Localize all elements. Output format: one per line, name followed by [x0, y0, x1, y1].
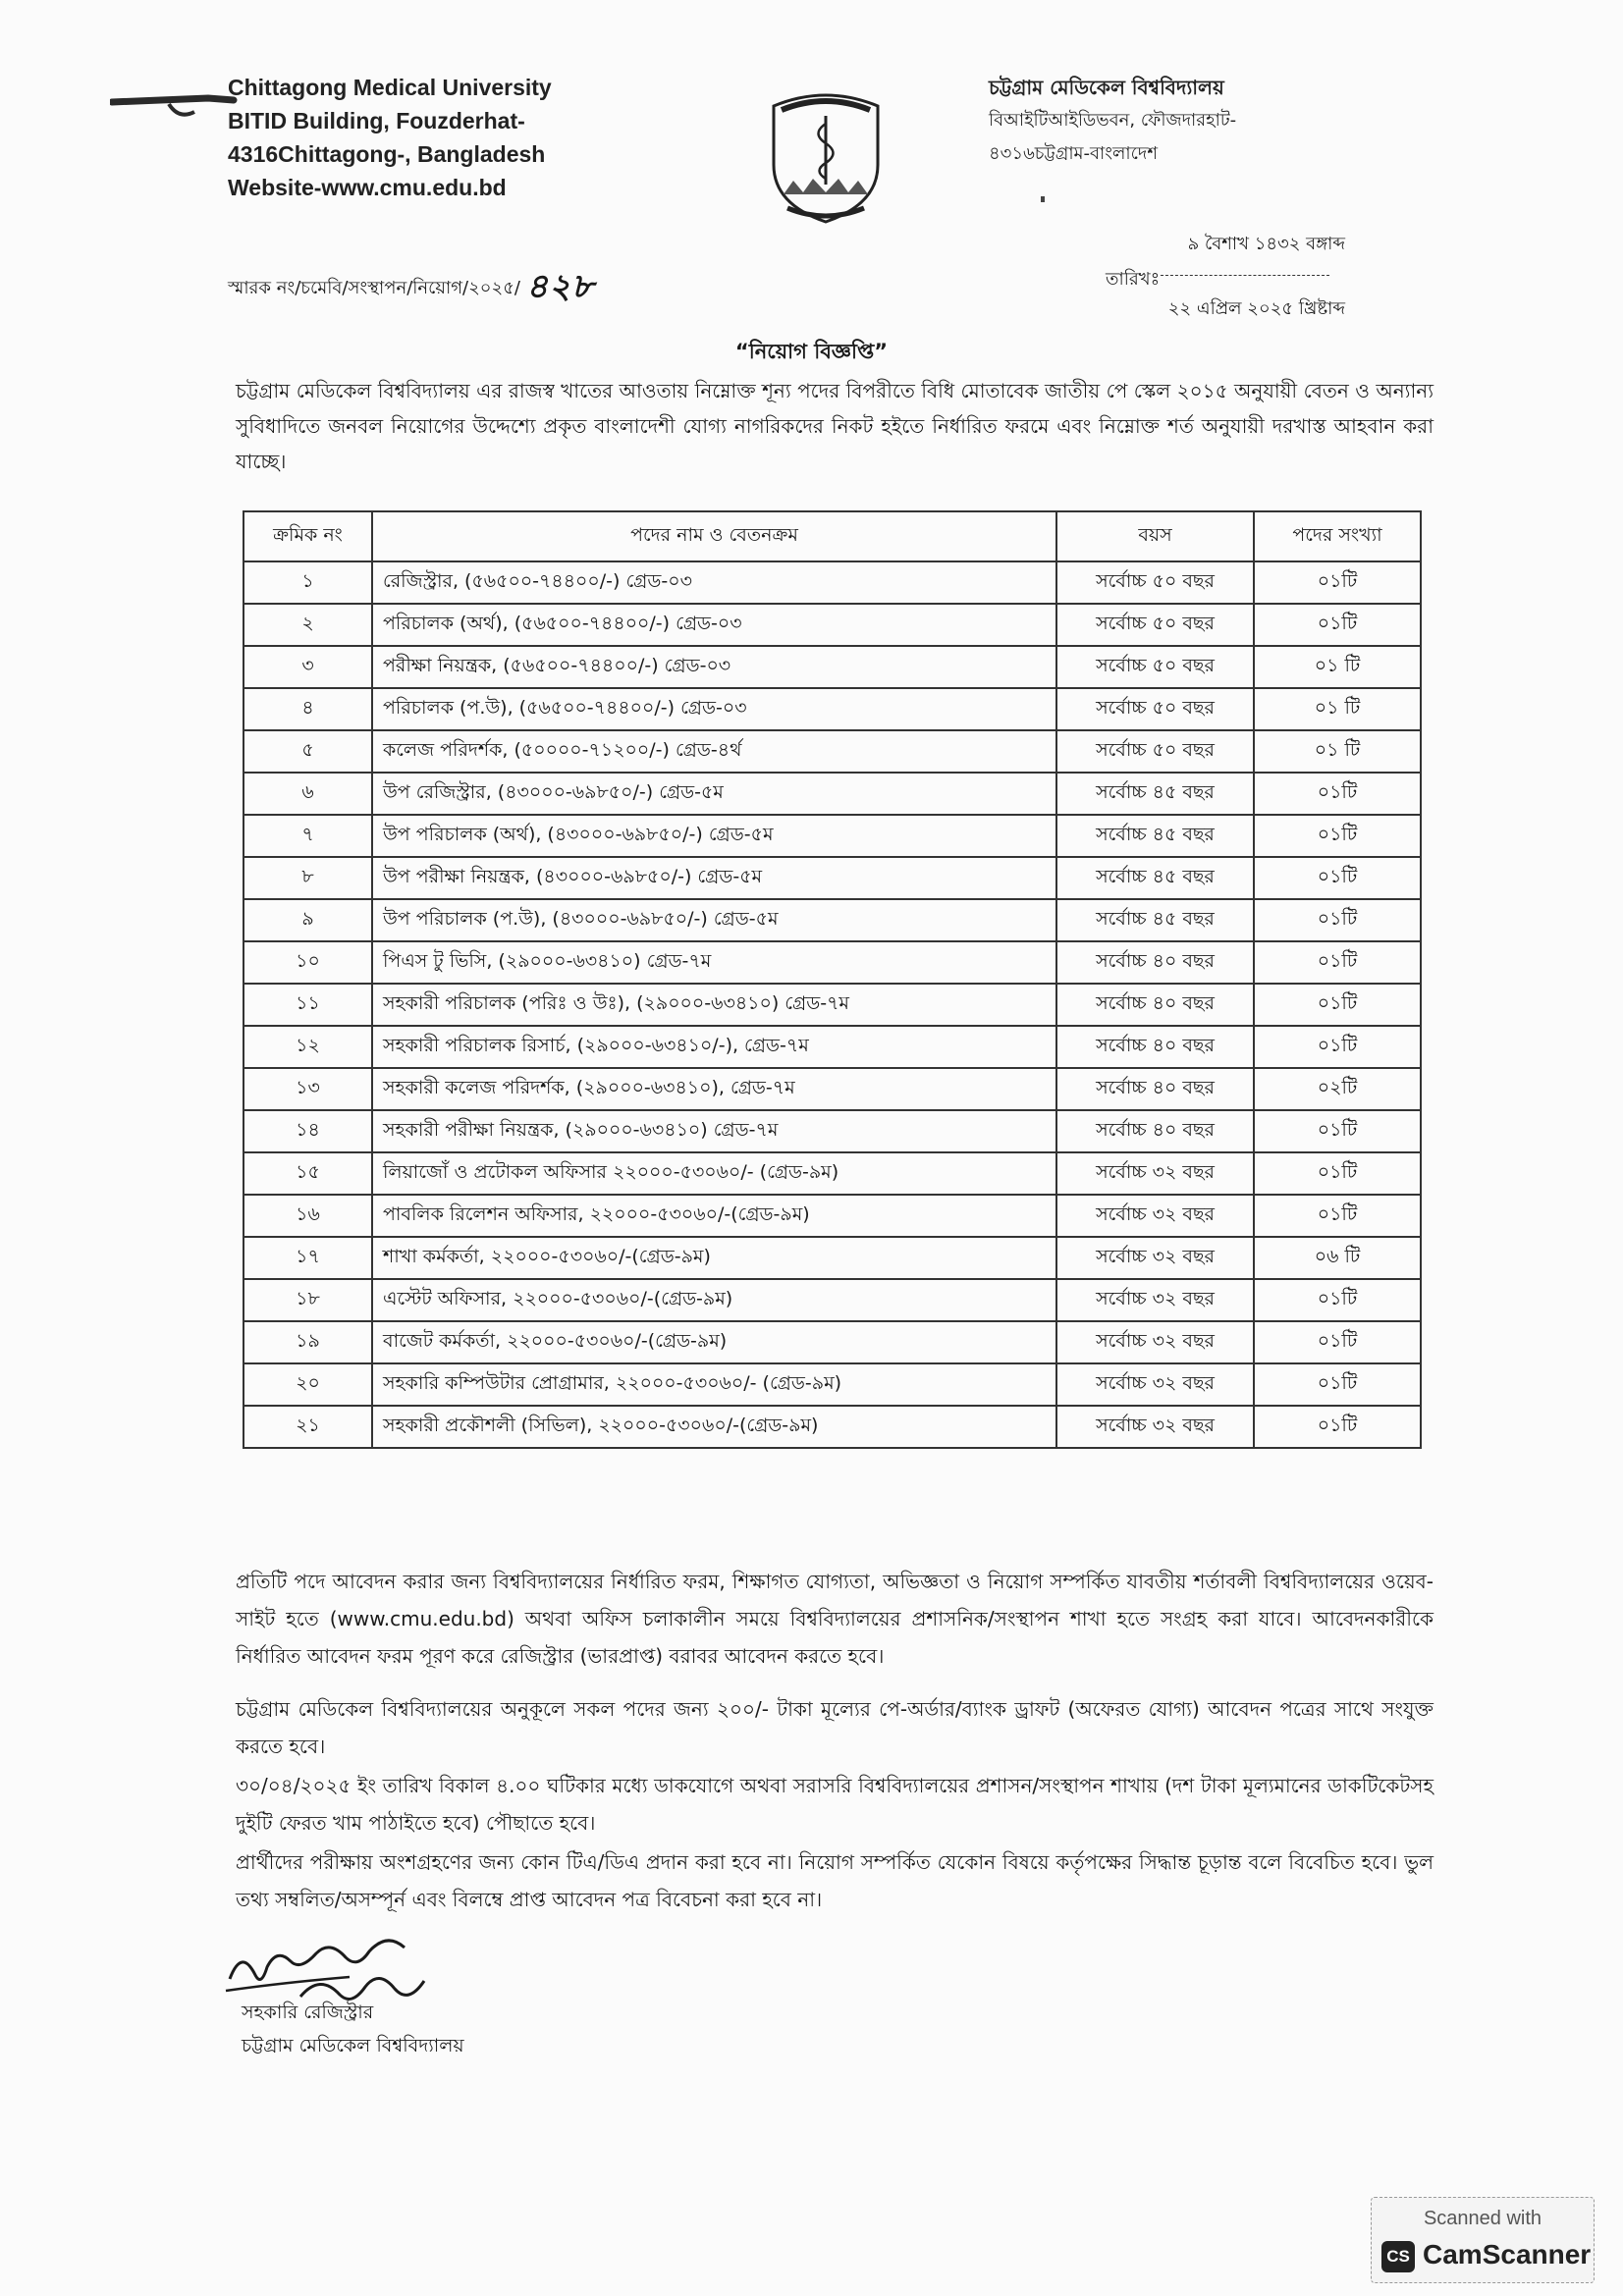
serial-cell: ১০ [243, 941, 372, 984]
serial-cell: ১৭ [243, 1237, 372, 1279]
post-name-cell: উপ রেজিস্ট্রার, (৪৩০০০-৬৯৮৫০/-) গ্রেড-৫ম [372, 773, 1056, 815]
post-count-cell: ০১টি [1254, 1152, 1421, 1195]
serial-cell: ২১ [243, 1406, 372, 1448]
post-count-cell: ০১টি [1254, 773, 1421, 815]
date-label: তারিখঃ [1106, 269, 1161, 290]
serial-cell: ৫ [243, 730, 372, 773]
university-name-bangla: চট্টগ্রাম মেডিকেল বিশ্ববিদ্যালয় [989, 76, 1224, 99]
post-count-cell: ০১টি [1254, 1110, 1421, 1152]
post-count-cell: ০১টি [1254, 1026, 1421, 1068]
watermark-caption: Scanned with [1423, 2208, 1542, 2229]
post-name-cell: লিয়াজোঁ ও প্রটোকল অফিসার ২২০০০-৫৩০৬০/- (গ্রেড-৯ম) [372, 1152, 1056, 1195]
instruction-paragraph-2: চট্টগ্রাম মেডিকেল বিশ্ববিদ্যালয়ের অনুকূলে সকল পদের জন্য ২০০/- টাকা মূল্যের পে-অর্ডার/ব্যাংক ড্রাফট (অফেরত যোগ্য) আবেদন পত্রের সাথে সংযুক্ত করতে হবে। [236, 1697, 1434, 1758]
age-cell: সর্বোচ্চ ৫০ বছর [1056, 730, 1254, 773]
table-row [243, 1237, 1421, 1279]
table-row [243, 604, 1421, 646]
age-cell: সর্বোচ্চ ৩২ বছর [1056, 1195, 1254, 1237]
serial-cell: ১৩ [243, 1068, 372, 1110]
age-cell: সর্বোচ্চ ৪০ বছর [1056, 984, 1254, 1026]
university-name-english: Chittagong Medical University [228, 75, 552, 100]
memo-prefix: স্মারক নং/চমেবি/সংস্থাপন/নিয়োগ/২০২৫/ [228, 278, 520, 298]
serial-cell: ৬ [243, 773, 372, 815]
table-row [243, 1026, 1421, 1068]
serial-cell: ১৪ [243, 1110, 372, 1152]
signatory-title: সহকারি রেজিস্ট্রার [242, 2002, 374, 2023]
instruction-paragraph-1: প্রতিটি পদে আবেদন করার জন্য বিশ্ববিদ্যালয়ের নির্ধারিত ফরম, শিক্ষাগত যোগ্যতা, অভিজ্ঞতা ও নিয়োগ সম্পর্কিত যাবতীয় শর্তাবলী বিশ্ববিদ্যালয়ের ওয়েব-সাইট হতে (www.cmu.edu.bd) অথবা অফিস চলাকালীন সময়ে বিশ্ববিদ্যালয়ের প্রশাসনিক/সংস্থাপন শাখা হতে সংগ্রহ করা যাবে। আবেদনকারীকে নির্ধারিত আবেদন ফরম পূরণ করে রেজিস্ট্রার (ভারপ্রাপ্ত) বরাবর আবেদন করতে হবে। [236, 1570, 1434, 1668]
serial-cell: ৯ [243, 899, 372, 941]
post-count-cell: ০১ টি [1254, 646, 1421, 688]
post-name-cell: উপ পরিচালক (প.উ), (৪৩০০০-৬৯৮৫০/-) গ্রেড-৫ম [372, 899, 1056, 941]
website-line-english: Website-www.cmu.edu.bd [228, 175, 507, 200]
post-name-cell: সহকারী পরিচালক (পরিঃ ও উঃ), (২৯০০০-৬৩৪১০) গ্রেড-৭ম [372, 984, 1056, 1026]
post-name-cell: পিএস টু ভিসি, (২৯০০০-৬৩৪১০) গ্রেড-৭ম [372, 941, 1056, 984]
table-row [243, 857, 1421, 899]
age-cell: সর্বোচ্চ ৪৫ বছর [1056, 815, 1254, 857]
age-cell: সর্বোচ্চ ৪৫ বছর [1056, 899, 1254, 941]
table-row [243, 730, 1421, 773]
date-gregorian: ২২ এপ্রিল ২০২৫ খ্রিষ্টাব্দ [1167, 298, 1345, 319]
post-count-cell: ০২টি [1254, 1068, 1421, 1110]
vacancy-table-body [243, 561, 1421, 1448]
post-name-cell: সহকারী প্রকৌশলী (সিভিল), ২২০০০-৫৩০৬০/-(গ্রেড-৯ম) [372, 1406, 1056, 1448]
post-count-cell: ০১ টি [1254, 688, 1421, 730]
instruction-paragraph-4: প্রার্থীদের পরীক্ষায় অংশগ্রহণের জন্য কোন টিএ/ডিএ প্রদান করা হবে না। নিয়োগ সম্পর্কিত যেকোন বিষয়ে কর্তৃপক্ষের সিদ্ধান্ত চূড়ান্ত বলে বিবেচিত হবে। ভুল তথ্য সম্বলিত/অসম্পূর্ন এবং বিলম্বে প্রাপ্ত আবেদন পত্র বিবেচনা করা হবে না। [236, 1850, 1434, 1911]
table-row [243, 1110, 1421, 1152]
post-name-cell: পরীক্ষা নিয়ন্ত্রক, (৫৬৫০০-৭৪৪০০/-) গ্রেড-০৩ [372, 646, 1056, 688]
post-name-cell: সহকারি কম্পিউটার প্রোগ্রামার, ২২০০০-৫৩০৬০/- (গ্রেড-৯ম) [372, 1363, 1056, 1406]
table-row [243, 984, 1421, 1026]
signatory-organization: চট্টগ্রাম মেডিকেল বিশ্ববিদ্যালয় [242, 2035, 464, 2056]
university-address-english [228, 71, 552, 204]
post-count-cell: ০১টি [1254, 1195, 1421, 1237]
header-age: বয়স [1056, 511, 1254, 561]
table-header-row [243, 511, 1421, 561]
post-count-cell: ০১টি [1254, 899, 1421, 941]
post-count-cell: ০১টি [1254, 604, 1421, 646]
header-post-count: পদের সংখ্যা [1254, 511, 1421, 561]
post-name-cell: উপ পরিচালক (অর্থ), (৪৩০০০-৬৯৮৫০/-) গ্রেড-৫ম [372, 815, 1056, 857]
post-count-cell: ০৬ টি [1254, 1237, 1421, 1279]
post-name-cell: উপ পরীক্ষা নিয়ন্ত্রক, (৪৩০০০-৬৯৮৫০/-) গ্রেড-৫ম [372, 857, 1056, 899]
serial-cell: ১৯ [243, 1321, 372, 1363]
table-row [243, 773, 1421, 815]
university-address-bangla [989, 71, 1236, 171]
memo-number-handwritten: ৪২৮ [525, 267, 595, 306]
memo-reference [228, 261, 594, 317]
table-row [243, 646, 1421, 688]
post-count-cell: ০১টি [1254, 561, 1421, 604]
post-name-cell: শাখা কর্মকর্তা, ২২০০০-৫৩০৬০/-(গ্রেড-৯ম) [372, 1237, 1056, 1279]
age-cell: সর্বোচ্চ ৪০ বছর [1056, 1110, 1254, 1152]
serial-cell: ৪ [243, 688, 372, 730]
address-line-1-bangla: বিআইটিআইডিভবন, ফৌজদারহাট- [989, 110, 1237, 131]
post-count-cell: ০১টি [1254, 1363, 1421, 1406]
post-name-cell: পরিচালক (প.উ), (৫৬৫০০-৭৪৪০০/-) গ্রেড-০৩ [372, 688, 1056, 730]
post-count-cell: ০১টি [1254, 1321, 1421, 1363]
serial-cell: ১১ [243, 984, 372, 1026]
table-row [243, 1279, 1421, 1321]
age-cell: সর্বোচ্চ ৫০ বছর [1056, 604, 1254, 646]
age-cell: সর্বোচ্চ ৪০ বছর [1056, 1026, 1254, 1068]
serial-cell: ৭ [243, 815, 372, 857]
table-row [243, 1152, 1421, 1195]
age-cell: সর্বোচ্চ ৪০ বছর [1056, 941, 1254, 984]
age-cell: সর্বোচ্চ ৩২ বছর [1056, 1152, 1254, 1195]
table-row [243, 1363, 1421, 1406]
age-cell: সর্বোচ্চ ৩২ বছর [1056, 1237, 1254, 1279]
post-count-cell: ০১টি [1254, 857, 1421, 899]
address-line-2-bangla: ৪৩১৬চট্টগ্রাম-বাংলাদেশ [989, 143, 1158, 164]
age-cell: সর্বোচ্চ ৪০ বছর [1056, 1068, 1254, 1110]
camscanner-logo-icon: CS [1381, 2241, 1415, 2272]
table-row [243, 561, 1421, 604]
post-name-cell: রেজিস্ট্রার, (৫৬৫০০-৭৪৪০০/-) গ্রেড-০৩ [372, 561, 1056, 604]
university-logo [764, 86, 888, 226]
serial-cell: ১ [243, 561, 372, 604]
camscanner-watermark [1371, 2197, 1595, 2283]
post-count-cell: ০১টি [1254, 1406, 1421, 1448]
age-cell: সর্বোচ্চ ৩২ বছর [1056, 1279, 1254, 1321]
pen-stroke-mark [110, 94, 238, 120]
address-line-1-english: BITID Building, Fouzderhat- [228, 108, 525, 133]
age-cell: সর্বোচ্চ ৩২ বছর [1056, 1406, 1254, 1448]
age-cell: সর্বোচ্চ ৫০ বছর [1056, 561, 1254, 604]
post-name-cell: সহকারী পরীক্ষা নিয়ন্ত্রক, (২৯০০০-৬৩৪১০) গ্রেড-৭ম [372, 1110, 1056, 1152]
ink-dot [1041, 196, 1045, 202]
post-name-cell: সহকারী কলেজ পরিদর্শক, (২৯০০০-৬৩৪১০), গ্রেড-৭ম [372, 1068, 1056, 1110]
post-name-cell: বাজেট কর্মকর্তা, ২২০০০-৫৩০৬০/-(গ্রেড-৯ম) [372, 1321, 1056, 1363]
age-cell: সর্বোচ্চ ৫০ বছর [1056, 688, 1254, 730]
serial-cell: ১৫ [243, 1152, 372, 1195]
serial-cell: ৮ [243, 857, 372, 899]
serial-cell: ২ [243, 604, 372, 646]
age-cell: সর্বোচ্চ ৩২ বছর [1056, 1321, 1254, 1363]
notice-title: “নিয়োগ বিজ্ঞপ্তি” [734, 340, 889, 363]
header-post-name: পদের নাম ও বেতনক্রম [372, 511, 1056, 561]
table-row [243, 1321, 1421, 1363]
date-bangla-calendar: ৯ বৈশাখ ১৪৩২ বঙ্গাব্দ [1187, 234, 1345, 254]
post-count-cell: ০১টি [1254, 1279, 1421, 1321]
post-name-cell: কলেজ পরিদর্শক, (৫০০০০-৭১২০০/-) গ্রেড-৪র্থ [372, 730, 1056, 773]
serial-cell: ১৬ [243, 1195, 372, 1237]
table-row [243, 1406, 1421, 1448]
post-count-cell: ০১টি [1254, 815, 1421, 857]
watermark-brand: CamScanner [1423, 2239, 1592, 2269]
serial-cell: ১২ [243, 1026, 372, 1068]
post-name-cell: পরিচালক (অর্থ), (৫৬৫০০-৭৪৪০০/-) গ্রেড-০৩ [372, 604, 1056, 646]
table-row [243, 899, 1421, 941]
table-row [243, 941, 1421, 984]
header-serial: ক্রমিক নং [243, 511, 372, 561]
post-count-cell: ০১ টি [1254, 730, 1421, 773]
serial-cell: ১৮ [243, 1279, 372, 1321]
table-row [243, 1068, 1421, 1110]
serial-cell: ৩ [243, 646, 372, 688]
instruction-paragraph-3: ৩০/০৪/২০২৫ ইং তারিখ বিকাল ৪.০০ ঘটিকার মধ্যে ডাকযোগে অথবা সরাসরি বিশ্ববিদ্যালয়ের প্রশাসন/সংস্থাপন শাখায় (দশ টাকা মূল্যমানের ডাকটিকেটসহ দুইটি ফেরত খাম পাঠাইতে হবে) পৌছাতে হবে। [236, 1774, 1434, 1835]
table-row [243, 815, 1421, 857]
vacancy-table [243, 510, 1422, 1449]
age-cell: সর্বোচ্চ ৩২ বছর [1056, 1363, 1254, 1406]
table-row [243, 1195, 1421, 1237]
age-cell: সর্বোচ্চ ৪৫ বছর [1056, 857, 1254, 899]
post-name-cell: সহকারী পরিচালক রিসার্চ, (২৯০০০-৬৩৪১০/-), গ্রেড-৭ম [372, 1026, 1056, 1068]
date-dash-line [1161, 275, 1329, 276]
post-name-cell: পাবলিক রিলেশন অফিসার, ২২০০০-৫৩০৬০/-(গ্রেড-৯ম) [372, 1195, 1056, 1237]
post-count-cell: ০১টি [1254, 984, 1421, 1026]
post-count-cell: ০১টি [1254, 941, 1421, 984]
age-cell: সর্বোচ্চ ৪৫ বছর [1056, 773, 1254, 815]
address-line-2-english: 4316Chittagong-, Bangladesh [228, 141, 546, 167]
intro-paragraph: চট্টগ্রাম মেডিকেল বিশ্ববিদ্যালয় এর রাজস্ব খাতের আওতায় নিম্নোক্ত শূন্য পদের বিপরীতে বিধি মোতাবেক জাতীয় পে স্কেল ২০১৫ অনুযায়ী বেতন ও অন্যান্য সুবিধাদিতে জনবল নিয়োগের উদ্দেশ্যে প্রকৃত বাংলাদেশী যোগ্য নাগরিকদের নিকট হইতে নির্ধারিত ফরমে এবং নিম্নোক্ত শর্ত অনুযায়ী দরখাস্ত আহবান করা যাচ্ছে। [236, 379, 1434, 473]
serial-cell: ২০ [243, 1363, 372, 1406]
table-row [243, 688, 1421, 730]
post-name-cell: এস্টেট অফিসার, ২২০০০-৫৩০৬০/-(গ্রেড-৯ম) [372, 1279, 1056, 1321]
age-cell: সর্বোচ্চ ৫০ বছর [1056, 646, 1254, 688]
